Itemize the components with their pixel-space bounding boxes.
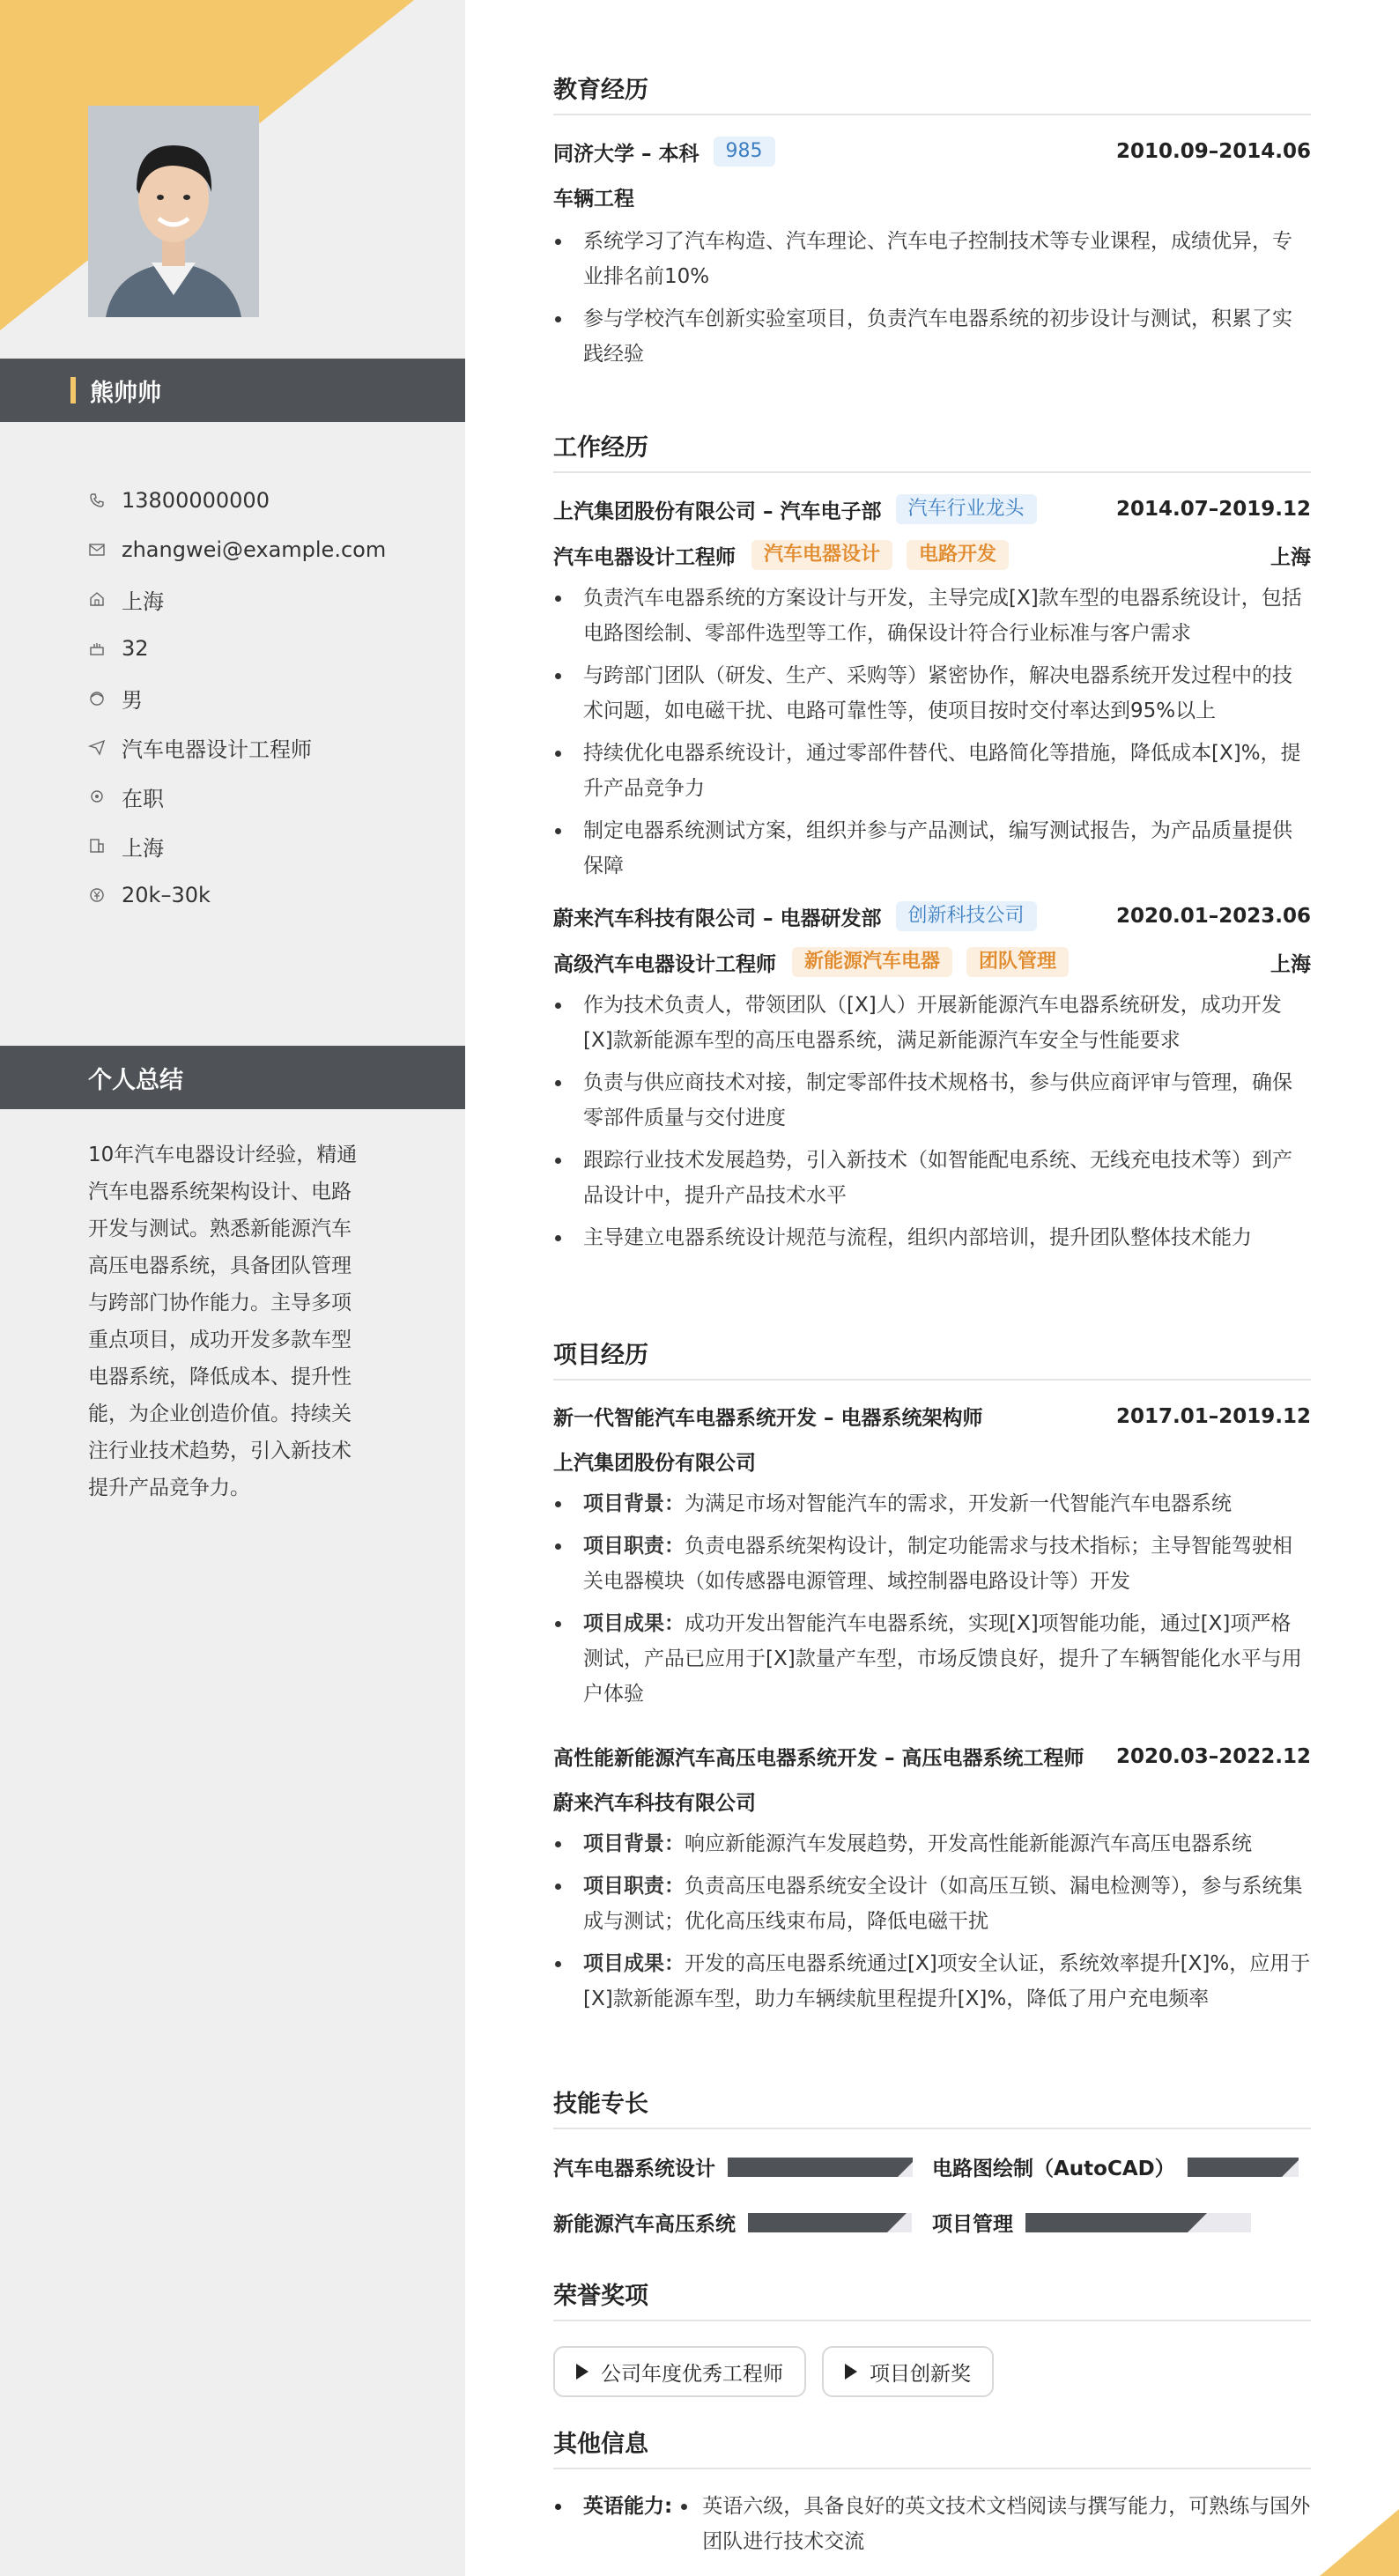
list-item xyxy=(553,1529,1311,1599)
skill-bar xyxy=(1188,2158,1299,2177)
salary-icon xyxy=(88,886,106,904)
role-tag: 新能源汽车电器 xyxy=(792,947,952,977)
skill-bar xyxy=(748,2213,912,2232)
job-bullets xyxy=(553,581,1311,884)
list-item: 与跨部门团队（研发、生产、采购等）紧密协作，解决电器系统开发过程中的技术问题，如电磁干扰、电路可靠性等，使项目按时交付率达到95%以上 xyxy=(553,658,1311,729)
education-date: 2010.09–2014.06 xyxy=(1115,140,1311,163)
job-entry xyxy=(553,494,1311,884)
skill-item xyxy=(553,2152,932,2181)
bullet-text: 为满足市场对智能汽车的需求，开发新一代智能汽车电器系统 xyxy=(685,1492,1232,1515)
education-section xyxy=(553,70,1311,372)
skill-bar-fill xyxy=(748,2213,887,2232)
summary-title: 个人总结 xyxy=(88,1066,183,1094)
summary-text: 10年汽车电器设计经验，精通汽车电器系统架构设计、电路开发与测试。熟悉新能源汽车高压电器系统，具备团队管理与跨部门协作能力。主导多项重点项目，成功开发多款车型电器系统，降低成本、提升性能，为企业创造价值。持续关注行业技术趋势，引入新技术提升产品竞争力。 xyxy=(88,1144,358,1499)
info-phone xyxy=(88,476,386,525)
job-header xyxy=(553,494,1311,524)
bullet-text: 负责高压电器系统安全设计（如高压互锁、漏电检测等），参与系统集成与测试；优化高压线束布局，降低电磁干扰 xyxy=(583,1875,1303,1933)
play-icon xyxy=(576,2364,588,2380)
school-tag: 985 xyxy=(714,137,775,167)
bullet-lead: 项目成果： xyxy=(583,1952,685,1975)
skill-bar-fill xyxy=(728,2158,898,2177)
gender-icon xyxy=(88,689,106,707)
section-title: 教育经历 xyxy=(553,70,1311,115)
project-company: 蔚来汽车科技有限公司 xyxy=(553,1792,756,1815)
bullet-lead: 项目成果： xyxy=(583,1612,685,1635)
school-name: 同济大学 – 本科 xyxy=(553,142,700,166)
role-tag: 团队管理 xyxy=(966,947,1069,977)
skill-grid xyxy=(553,2152,1311,2237)
info-text: 汽车电器设计工程师 xyxy=(122,737,312,762)
job-role: 高级汽车电器设计工程师 xyxy=(553,952,776,976)
skill-bar xyxy=(728,2158,913,2177)
bullet-text: 响应新能源汽车发展趋势，开发高性能新能源汽车高压电器系统 xyxy=(685,1832,1252,1855)
award-label: 公司年度优秀工程师 xyxy=(601,2362,783,2386)
play-icon xyxy=(845,2364,857,2380)
other-text: 英语六级，具备良好的英文技术文档阅读与撰写能力，可熟练与国外团队进行技术交流 xyxy=(672,2489,1311,2559)
project-bullets xyxy=(553,1486,1311,1712)
info-email xyxy=(88,525,386,574)
list-item: 作为技术负责人，带领团队（[X]人）开展新能源汽车电器系统研发，成功开发[X]款新能源车型的高压电器系统，满足新能源汽车安全与性能要求 xyxy=(553,988,1311,1058)
email-icon xyxy=(88,541,106,559)
age-icon xyxy=(88,640,106,657)
list-item xyxy=(553,1486,1311,1521)
skill-bar-fill xyxy=(1188,2158,1282,2177)
project-bullets xyxy=(553,1826,1311,2017)
summary-header xyxy=(0,1046,465,1109)
education-header xyxy=(553,137,1311,167)
job-entry xyxy=(553,901,1311,1255)
info-salary xyxy=(88,870,386,920)
job-location: 上海 xyxy=(1270,952,1311,976)
name-accent-mark xyxy=(70,377,76,403)
list-item: 参与学校汽车创新实验室项目，负责汽车电器系统的初步设计与测试，积累了实践经验 xyxy=(553,301,1311,372)
section-title: 其他信息 xyxy=(553,2424,1311,2469)
section-title: 技能专长 xyxy=(553,2084,1311,2129)
home-icon xyxy=(88,590,106,608)
bullet-lead: 项目背景： xyxy=(583,1492,685,1515)
info-text: zhangwei@example.com xyxy=(122,537,387,562)
project-date: 2017.01–2019.12 xyxy=(1115,1404,1311,1428)
skills-section xyxy=(553,2084,1311,2237)
building-icon xyxy=(88,837,106,855)
bullet-text: 开发的高压电器系统通过[X]项安全认证，系统效率提升[X]%，应用于[X]款新能源车型，助力车辆续航里程提升[X]%，降低了用户充电频率 xyxy=(583,1952,1311,2010)
list-item: 持续优化电器系统设计，通过零部件替代、电路简化等措施，降低成本[X]%，提升产品竞争力 xyxy=(553,736,1311,806)
job-role-row xyxy=(553,947,1311,977)
major: 车辆工程 xyxy=(553,188,634,211)
sidebar xyxy=(0,0,465,2576)
info-home xyxy=(88,574,386,624)
status-icon xyxy=(88,788,106,805)
section-title: 项目经历 xyxy=(553,1336,1311,1381)
send-icon xyxy=(88,738,106,756)
project-header xyxy=(553,1402,1311,1431)
company-name: 蔚来汽车科技有限公司 – 电器研发部 xyxy=(553,907,882,930)
award-list xyxy=(553,2346,1311,2397)
info-gender xyxy=(88,673,386,722)
list-item: 系统学习了汽车构造、汽车理论、汽车电子控制技术等专业课程，成绩优异，专业排名前10% xyxy=(553,224,1311,294)
list-item xyxy=(553,1869,1311,1939)
project-company: 上汽集团股份有限公司 xyxy=(553,1452,756,1475)
list-item xyxy=(553,2489,1311,2559)
info-text: 13800000000 xyxy=(122,488,270,513)
info-text: 上海 xyxy=(122,588,164,614)
awards-section xyxy=(553,2276,1311,2397)
company-tag: 创新科技公司 xyxy=(896,901,1037,931)
info-text: 上海 xyxy=(122,835,164,861)
section-title: 荣誉奖项 xyxy=(553,2276,1311,2321)
info-age xyxy=(88,624,386,673)
job-date: 2020.01–2023.06 xyxy=(1115,905,1311,928)
section-title: 工作经历 xyxy=(553,428,1311,473)
list-item: 跟踪行业技术发展趋势，引入新技术（如智能配电系统、无线充电技术等）到产品设计中，提升产品技术水平 xyxy=(553,1143,1311,1213)
projects-section xyxy=(553,1336,1311,2017)
skill-bar xyxy=(1025,2213,1251,2232)
info-text: 20k–30k xyxy=(122,883,211,907)
skill-item xyxy=(932,2208,1311,2237)
skill-bar-fill xyxy=(1025,2213,1188,2232)
other-list xyxy=(553,2489,1311,2559)
award-item xyxy=(822,2346,994,2397)
job-role: 汽车电器设计工程师 xyxy=(553,545,736,569)
info-text: 男 xyxy=(122,687,143,713)
info-position xyxy=(88,722,386,772)
bullet-lead: 项目职责： xyxy=(583,1535,685,1558)
skill-item xyxy=(932,2152,1311,2181)
other-section xyxy=(553,2424,1311,2559)
name-bar xyxy=(0,359,465,422)
avatar xyxy=(88,106,259,317)
info-text: 32 xyxy=(122,636,149,661)
project-entry xyxy=(553,1742,1311,2017)
list-item: 负责与供应商技术对接，制定零部件技术规格书，参与供应商评审与管理，确保零部件质量与交付进度 xyxy=(553,1065,1311,1136)
list-item xyxy=(553,1606,1311,1712)
info-text: 在职 xyxy=(122,786,164,811)
project-name: 新一代智能汽车电器系统开发 – 电器系统架构师 xyxy=(553,1407,983,1430)
bullet-text: 负责电器系统架构设计，制定功能需求与技术指标；主导智能驾驶相关电器模块（如传感器电源管理、域控制器电路设计等）开发 xyxy=(583,1535,1292,1593)
job-role-row xyxy=(553,540,1311,570)
education-bullets xyxy=(553,224,1311,372)
list-item xyxy=(553,1826,1311,1862)
job-date: 2014.07–2019.12 xyxy=(1115,498,1311,521)
phone-icon xyxy=(88,492,106,509)
job-location: 上海 xyxy=(1270,545,1311,569)
job-header xyxy=(553,901,1311,931)
list-item xyxy=(553,1946,1311,2017)
skill-name: 汽车电器系统设计 xyxy=(553,2158,715,2180)
project-name: 高性能新能源汽车高压电器系统开发 – 高压电器系统工程师 xyxy=(553,1747,1084,1770)
bullet-text: 成功开发出智能汽车电器系统，实现[X]项智能功能，通过[X]项严格测试，产品已应用于[X]款量产车型，市场反馈良好，提升了车辆智能化水平与用户体验 xyxy=(583,1612,1302,1706)
project-entry xyxy=(553,1402,1311,1712)
role-tag: 汽车电器设计 xyxy=(751,540,892,570)
skill-name: 新能源汽车高压系统 xyxy=(553,2213,736,2236)
skill-item xyxy=(553,2208,932,2237)
company-tag: 汽车行业龙头 xyxy=(896,494,1037,524)
skill-name: 项目管理 xyxy=(932,2213,1013,2236)
list-item: 主导建立电器系统设计规范与流程，组织内部培训，提升团队整体技术能力 xyxy=(553,1220,1311,1255)
award-item xyxy=(553,2346,806,2397)
other-label: 英语能力: xyxy=(553,2489,672,2559)
info-city xyxy=(88,821,386,870)
candidate-name: 熊帅帅 xyxy=(90,379,161,407)
role-tag: 电路开发 xyxy=(907,540,1009,570)
skill-name: 电路图绘制（AutoCAD） xyxy=(932,2158,1175,2180)
bullet-lead: 项目职责： xyxy=(583,1875,685,1898)
contact-info-list xyxy=(88,476,386,920)
page-corner-decoration xyxy=(1320,2509,1399,2576)
list-item: 制定电器系统测试方案，组织并参与产品测试，编写测试报告，为产品质量提供保障 xyxy=(553,813,1311,884)
job-bullets xyxy=(553,988,1311,1255)
work-section xyxy=(553,428,1311,1255)
project-header xyxy=(553,1742,1311,1771)
info-status xyxy=(88,772,386,821)
award-label: 项目创新奖 xyxy=(870,2362,971,2386)
list-item: 负责汽车电器系统的方案设计与开发，主导完成[X]款车型的电器系统设计，包括电路图绘制、零部件选型等工作，确保设计符合行业标准与客户需求 xyxy=(553,581,1311,651)
project-date: 2020.03–2022.12 xyxy=(1115,1744,1311,1768)
company-name: 上汽集团股份有限公司 – 汽车电子部 xyxy=(553,500,882,523)
bullet-lead: 项目背景： xyxy=(583,1832,685,1855)
